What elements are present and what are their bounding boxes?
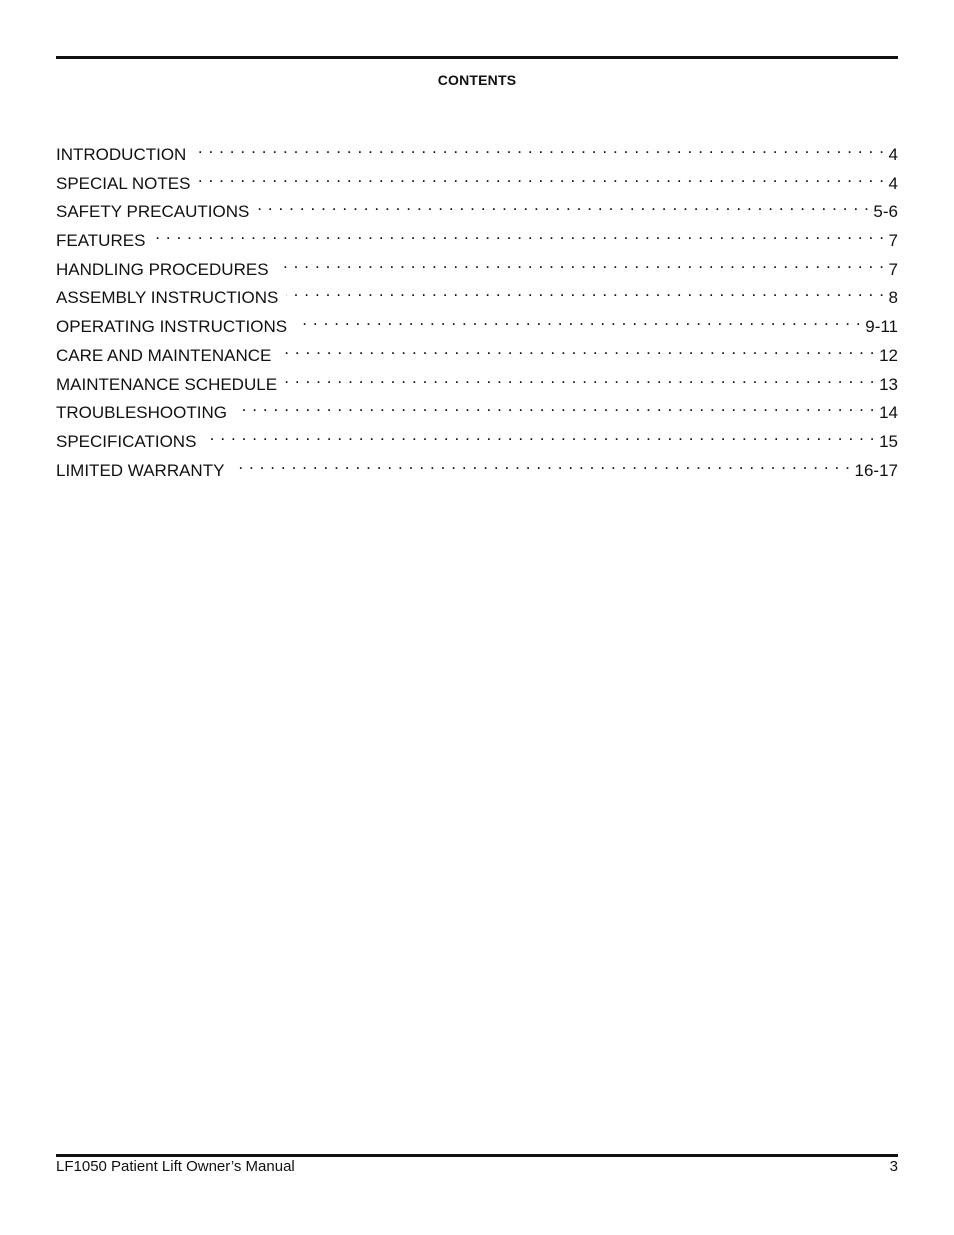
toc-entry-care-and-maintenance[interactable] [56,337,898,366]
toc-entry-assembly-instructions[interactable] [56,279,898,308]
dot-leader [279,337,875,361]
toc-entry-page: 9-11 [865,317,898,337]
toc-entry-operating-instructions[interactable] [56,308,898,337]
toc-entry-page: 4 [888,145,898,164]
dot-leader [235,394,875,418]
page-title: CONTENTS [437,72,517,88]
toc-entry-page: 13 [879,374,898,394]
toc-entry-title: CARE AND MAINTENANCE [56,345,272,365]
toc-entry-safety-precautions[interactable] [56,193,898,222]
dot-leader [286,279,884,303]
toc-entry-page: 16-17 [854,460,898,480]
toc-entry-page: 12 [879,345,898,365]
toc-entry-page: 7 [888,259,898,279]
dot-leader [295,308,861,332]
toc-entry-title: LIMITED WARRANTY [56,460,225,480]
toc-entry-title: OPERATING INSTRUCTIONS [56,317,288,337]
dot-leader [257,193,869,217]
toc-entry-troubleshooting[interactable] [56,394,898,423]
toc-entry-features[interactable] [56,222,898,251]
toc-entry-title: ASSEMBLY INSTRUCTIONS [56,288,279,308]
toc-entry-page: 7 [888,231,898,251]
toc-entry-maintenance-schedule[interactable] [56,366,898,395]
toc-entry-title: SAFETY PRECAUTIONS [56,202,250,222]
toc-entry-special-notes[interactable] [56,165,898,194]
dot-leader [277,251,885,275]
toc-entry-specifications[interactable] [56,423,898,452]
dot-leader [194,136,884,160]
dot-leader [198,165,884,189]
dot-leader [285,366,875,390]
toc-entry-page: 8 [888,288,898,308]
dot-leader [204,423,875,447]
top-rule [56,56,898,59]
footer-manual-title: LF1050 Patient Lift Owner’s Manual [56,1158,295,1175]
bottom-rule [56,1154,898,1157]
footer-page-number: 3 [889,1158,898,1175]
toc-entry-title: SPECIAL NOTES [56,173,191,193]
toc-entry-introduction[interactable] [56,136,898,165]
toc-entry-page: 5-6 [873,202,898,222]
table-of-contents [56,136,898,480]
toc-entry-title: TROUBLESHOOTING [56,403,227,423]
toc-entry-title: SPECIFICATIONS [56,431,197,451]
toc-entry-title: MAINTENANCE SCHEDULE [56,374,278,394]
dot-leader [232,452,850,476]
toc-entry-page: 4 [888,173,898,193]
toc-entry-title: FEATURES [56,231,146,251]
toc-entry-title: HANDLING PROCEDURES [56,259,269,279]
toc-entry-limited-warranty[interactable] [56,452,898,481]
toc-entry-handling-procedures[interactable] [56,251,898,280]
toc-entry-page: 14 [879,403,898,423]
dot-leader [153,222,884,246]
toc-entry-title: INTRODUCTION [56,145,187,164]
toc-entry-page: 15 [879,431,898,451]
